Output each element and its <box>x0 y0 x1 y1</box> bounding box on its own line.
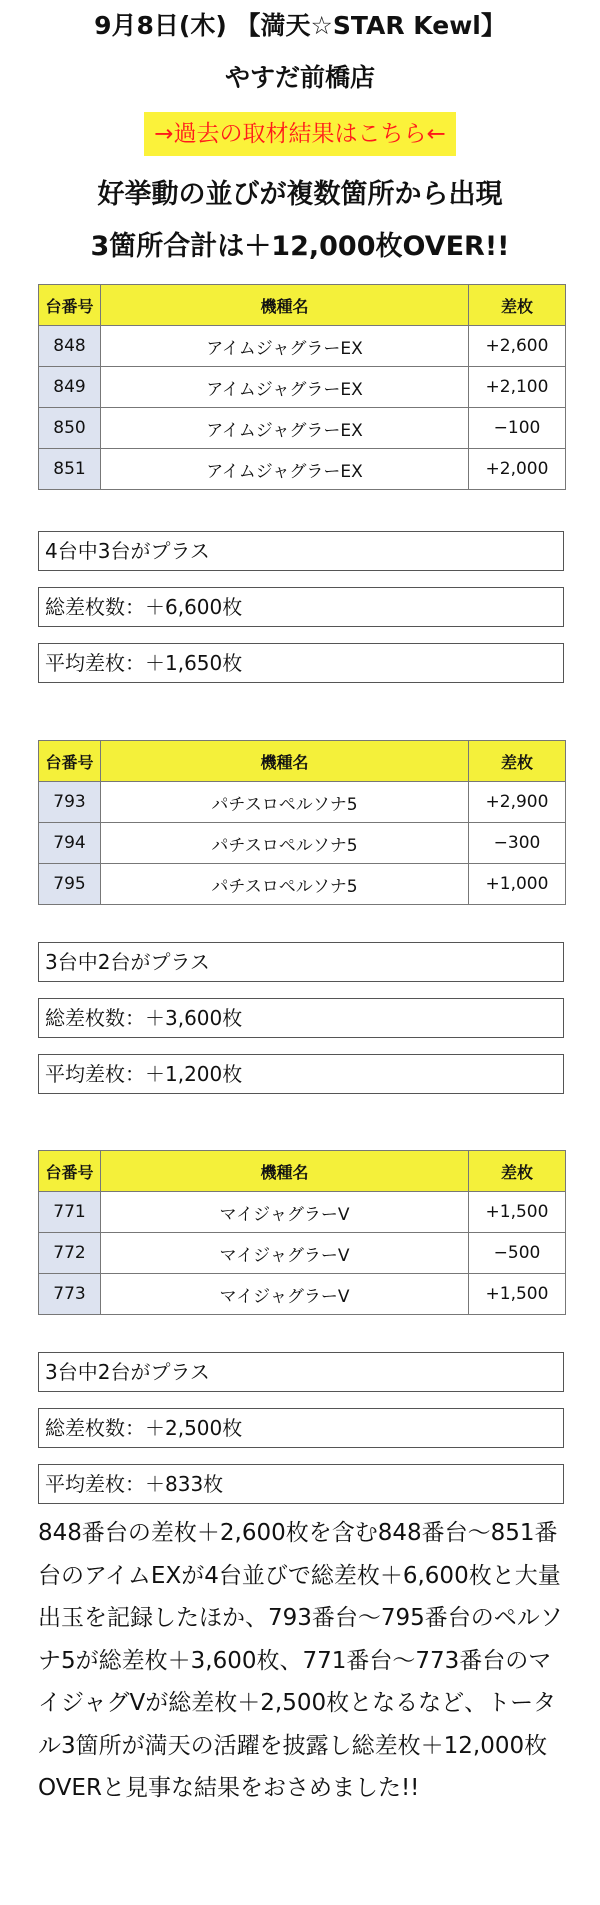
machine-no: 851 <box>39 449 101 490</box>
stat-plus-count: 4台中3台がプラス <box>38 531 564 571</box>
stat-total-diff: 総差枚数：＋3,600枚 <box>38 998 564 1038</box>
machine-diff: +2,000 <box>469 449 566 490</box>
stat-total-diff: 総差枚数：＋6,600枚 <box>38 587 564 627</box>
machine-diff: −500 <box>469 1233 566 1274</box>
table-row <box>39 326 566 367</box>
machine-no: 849 <box>39 367 101 408</box>
table-row <box>39 1274 566 1315</box>
stat-average-diff: 平均差枚：＋833枚 <box>38 1464 564 1504</box>
header-model: 機種名 <box>101 1151 469 1192</box>
header-no: 台番号 <box>39 285 101 326</box>
header-model: 機種名 <box>101 285 469 326</box>
header-diff: 差枚 <box>469 285 566 326</box>
machine-no: 772 <box>39 1233 101 1274</box>
past-results-link-wrap <box>0 112 600 156</box>
machine-no: 795 <box>39 864 101 905</box>
table-row <box>39 408 566 449</box>
machine-no: 848 <box>39 326 101 367</box>
stat-average-diff: 平均差枚：＋1,200枚 <box>38 1054 564 1094</box>
results-table-3 <box>38 1150 566 1315</box>
machine-diff: +2,100 <box>469 367 566 408</box>
machine-no: 794 <box>39 823 101 864</box>
machine-diff: +1,000 <box>469 864 566 905</box>
stat-plus-count: 3台中2台がプラス <box>38 942 564 982</box>
machine-no: 793 <box>39 782 101 823</box>
stat-plus-count: 3台中2台がプラス <box>38 1352 564 1392</box>
machine-model: パチスロペルソナ5 <box>101 782 469 823</box>
header-no: 台番号 <box>39 741 101 782</box>
machine-no: 850 <box>39 408 101 449</box>
stat-total-diff: 総差枚数：＋2,500枚 <box>38 1408 564 1448</box>
table-header-row <box>39 285 566 326</box>
table-row <box>39 864 566 905</box>
machine-model: アイムジャグラーEX <box>101 408 469 449</box>
machine-model: アイムジャグラーEX <box>101 449 469 490</box>
machine-diff: −100 <box>469 408 566 449</box>
machine-model: マイジャグラーV <box>101 1233 469 1274</box>
machine-model: マイジャグラーV <box>101 1274 469 1315</box>
page-title: 9月8日(木) 【満天☆STAR Kewl】 <box>94 11 506 40</box>
stat-average-diff: 平均差枚：＋1,650枚 <box>38 643 564 683</box>
header-diff: 差枚 <box>469 1151 566 1192</box>
store-name: やすだ前橋店 <box>224 63 375 92</box>
header-no: 台番号 <box>39 1151 101 1192</box>
headline-line1: 好挙動の並びが複数箇所から出現 <box>97 179 503 210</box>
table-row <box>39 1192 566 1233</box>
machine-diff: +2,600 <box>469 326 566 367</box>
machine-model: マイジャグラーV <box>101 1192 469 1233</box>
machine-no: 773 <box>39 1274 101 1315</box>
table-row <box>39 782 566 823</box>
machine-model: アイムジャグラーEX <box>101 367 469 408</box>
machine-model: アイムジャグラーEX <box>101 326 469 367</box>
machine-diff: +1,500 <box>469 1274 566 1315</box>
machine-model: パチスロペルソナ5 <box>101 864 469 905</box>
table-header-row <box>39 1151 566 1192</box>
results-table-1 <box>38 284 566 490</box>
summary-paragraph: 848番台の差枚＋2,600枚を含む848番台〜851番台のアイムEXが4台並びで総差枚＋6,600枚と大量出玉を記録したほか、793番台〜795番台のペルソナ5が総差枚＋3,600枚、771番台〜773番台のマイジャグVが総差枚＋2,500枚となるなど、トータル3箇所が満天の活躍を披露し総差枚＋12,000枚OVERと見事な結果をおさめました!! <box>38 1520 563 1801</box>
results-table-2 <box>38 740 566 905</box>
table-row <box>39 449 566 490</box>
machine-diff: −300 <box>469 823 566 864</box>
table-row <box>39 823 566 864</box>
headline-line2: 3箇所合計は＋12,000枚OVER!! <box>90 231 510 262</box>
machine-no: 771 <box>39 1192 101 1233</box>
table-row <box>39 367 566 408</box>
table-row <box>39 1233 566 1274</box>
table-header-row <box>39 741 566 782</box>
header-model: 機種名 <box>101 741 469 782</box>
past-results-link[interactable]: →過去の取材結果はこちら← <box>144 112 456 156</box>
header-diff: 差枚 <box>469 741 566 782</box>
machine-model: パチスロペルソナ5 <box>101 823 469 864</box>
machine-diff: +1,500 <box>469 1192 566 1233</box>
machine-diff: +2,900 <box>469 782 566 823</box>
